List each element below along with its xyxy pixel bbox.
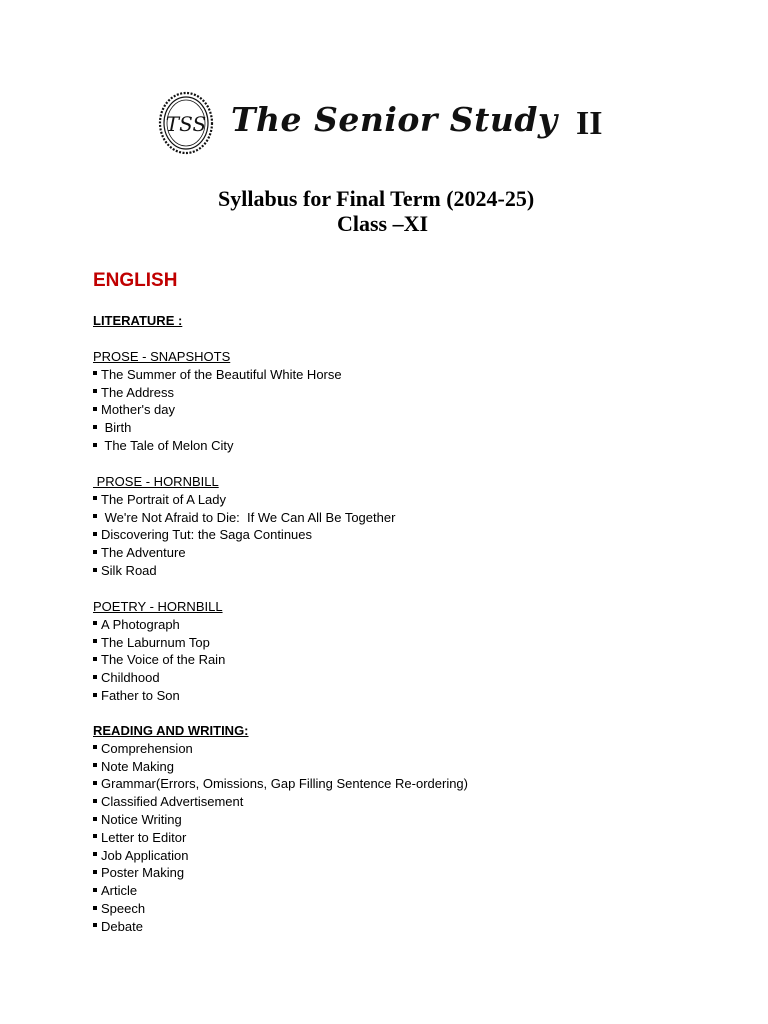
- list-item-text: A Photograph: [101, 616, 180, 632]
- list-item: [93, 526, 395, 544]
- list-item: [93, 847, 468, 865]
- list-item-text: Discovering Tut: the Saga Continues: [101, 527, 313, 543]
- section-heading: POETRY - HORNBILL: [93, 599, 223, 614]
- list-item-text: Article: [101, 883, 138, 899]
- section-reading-writing: [93, 722, 468, 936]
- list-item-text: The Laburnum Top: [101, 634, 210, 650]
- list-item: [93, 687, 225, 705]
- bullet-icon: [93, 514, 97, 518]
- bullet-icon: [93, 923, 97, 927]
- list-item: [93, 509, 395, 527]
- bullet-icon: [93, 407, 97, 411]
- list-item: [93, 437, 342, 455]
- bullet-icon: [93, 568, 97, 572]
- list-item: [93, 651, 225, 669]
- list-item: [93, 401, 342, 419]
- section-heading: PROSE - HORNBILL: [93, 474, 219, 489]
- bullet-list: [93, 491, 395, 580]
- bullet-icon: [93, 621, 97, 625]
- bullet-icon: [93, 906, 97, 910]
- bullet-icon: [93, 425, 97, 429]
- list-item-text: The Address: [101, 384, 174, 400]
- list-item: [93, 634, 225, 652]
- list-item: [93, 616, 225, 634]
- bullet-icon: [93, 817, 97, 821]
- list-item: [93, 829, 468, 847]
- list-item-text: Grammar(Errors, Omissions, Gap Filling Sentence Re-ordering): [101, 776, 468, 792]
- bullet-icon: [93, 496, 97, 500]
- list-item: [93, 775, 468, 793]
- list-item-text: Mother's day: [101, 402, 176, 418]
- bullet-icon: [93, 799, 97, 803]
- list-item: [93, 419, 342, 437]
- list-item-text: Letter to Editor: [101, 829, 187, 845]
- list-item: [93, 811, 468, 829]
- school-header: [158, 88, 618, 158]
- bullet-icon: [93, 389, 97, 393]
- literature-label: LITERATURE :: [93, 313, 183, 328]
- list-item: [93, 918, 468, 936]
- list-item-text: Silk Road: [101, 562, 157, 578]
- list-item: [93, 544, 395, 562]
- subject-heading: ENGLISH: [93, 270, 178, 291]
- list-item-text: The Tale of Melon City: [101, 437, 234, 453]
- bullet-icon: [93, 443, 97, 447]
- list-item-text: Poster Making: [101, 865, 185, 881]
- list-item-text: Debate: [101, 918, 143, 934]
- section-heading: PROSE - SNAPSHOTS: [93, 349, 231, 364]
- list-item: [93, 366, 342, 384]
- bullet-icon: [93, 745, 97, 749]
- list-item-text: Comprehension: [101, 740, 193, 756]
- section-heading: READING AND WRITING:: [93, 723, 249, 738]
- list-item: [93, 491, 395, 509]
- list-item-text: Speech: [101, 900, 146, 916]
- bullet-icon: [93, 888, 97, 892]
- list-item-text: We're Not Afraid to Die: If We Can All Be Together: [101, 509, 396, 525]
- list-item: [93, 758, 468, 776]
- bullet-list: [93, 366, 342, 455]
- bullet-icon: [93, 781, 97, 785]
- bullet-icon: [93, 763, 97, 767]
- bullet-icon: [93, 675, 97, 679]
- list-item-text: Father to Son: [101, 687, 180, 703]
- bullet-icon: [93, 371, 97, 375]
- list-item-text: Classified Advertisement: [101, 794, 244, 810]
- list-item: [93, 384, 342, 402]
- bullet-icon: [93, 532, 97, 536]
- list-item-text: Notice Writing: [101, 811, 182, 827]
- list-item-text: The Portrait of A Lady: [101, 491, 227, 507]
- bullet-icon: [93, 834, 97, 838]
- list-item-text: The Adventure: [101, 545, 186, 561]
- page-title: Syllabus for Final Term (2024-25): [218, 186, 535, 211]
- list-item-text: Note Making: [101, 758, 174, 774]
- list-item-text: The Voice of the Rain: [101, 652, 226, 668]
- bullet-icon: [93, 870, 97, 874]
- section-poetry-hornbill: [93, 598, 225, 705]
- list-item-text: The Summer of the Beautiful White Horse: [101, 366, 342, 382]
- bullet-list: [93, 616, 225, 705]
- bullet-icon: [93, 693, 97, 697]
- school-logo-seal: [158, 91, 214, 155]
- list-item: [93, 882, 468, 900]
- list-item: [93, 900, 468, 918]
- list-item-text: Childhood: [101, 670, 160, 686]
- bullet-icon: [93, 550, 97, 554]
- list-item-text: Birth: [101, 420, 132, 436]
- section-prose-hornbill: [93, 473, 395, 580]
- list-item: [93, 669, 225, 687]
- school-numeral: II: [576, 105, 603, 142]
- list-item: [93, 864, 468, 882]
- list-item: [93, 740, 468, 758]
- section-prose-snapshots: [93, 348, 342, 455]
- bullet-list: [93, 740, 468, 936]
- list-item: [93, 562, 395, 580]
- list-item-text: Job Application: [101, 847, 189, 863]
- bullet-icon: [93, 639, 97, 643]
- school-name: The Senior Study: [231, 100, 558, 139]
- bullet-icon: [93, 852, 97, 856]
- bullet-icon: [93, 657, 97, 661]
- class-title: Class –XI: [337, 211, 429, 236]
- list-item: [93, 793, 468, 811]
- logo-monogram: TSS: [165, 112, 207, 136]
